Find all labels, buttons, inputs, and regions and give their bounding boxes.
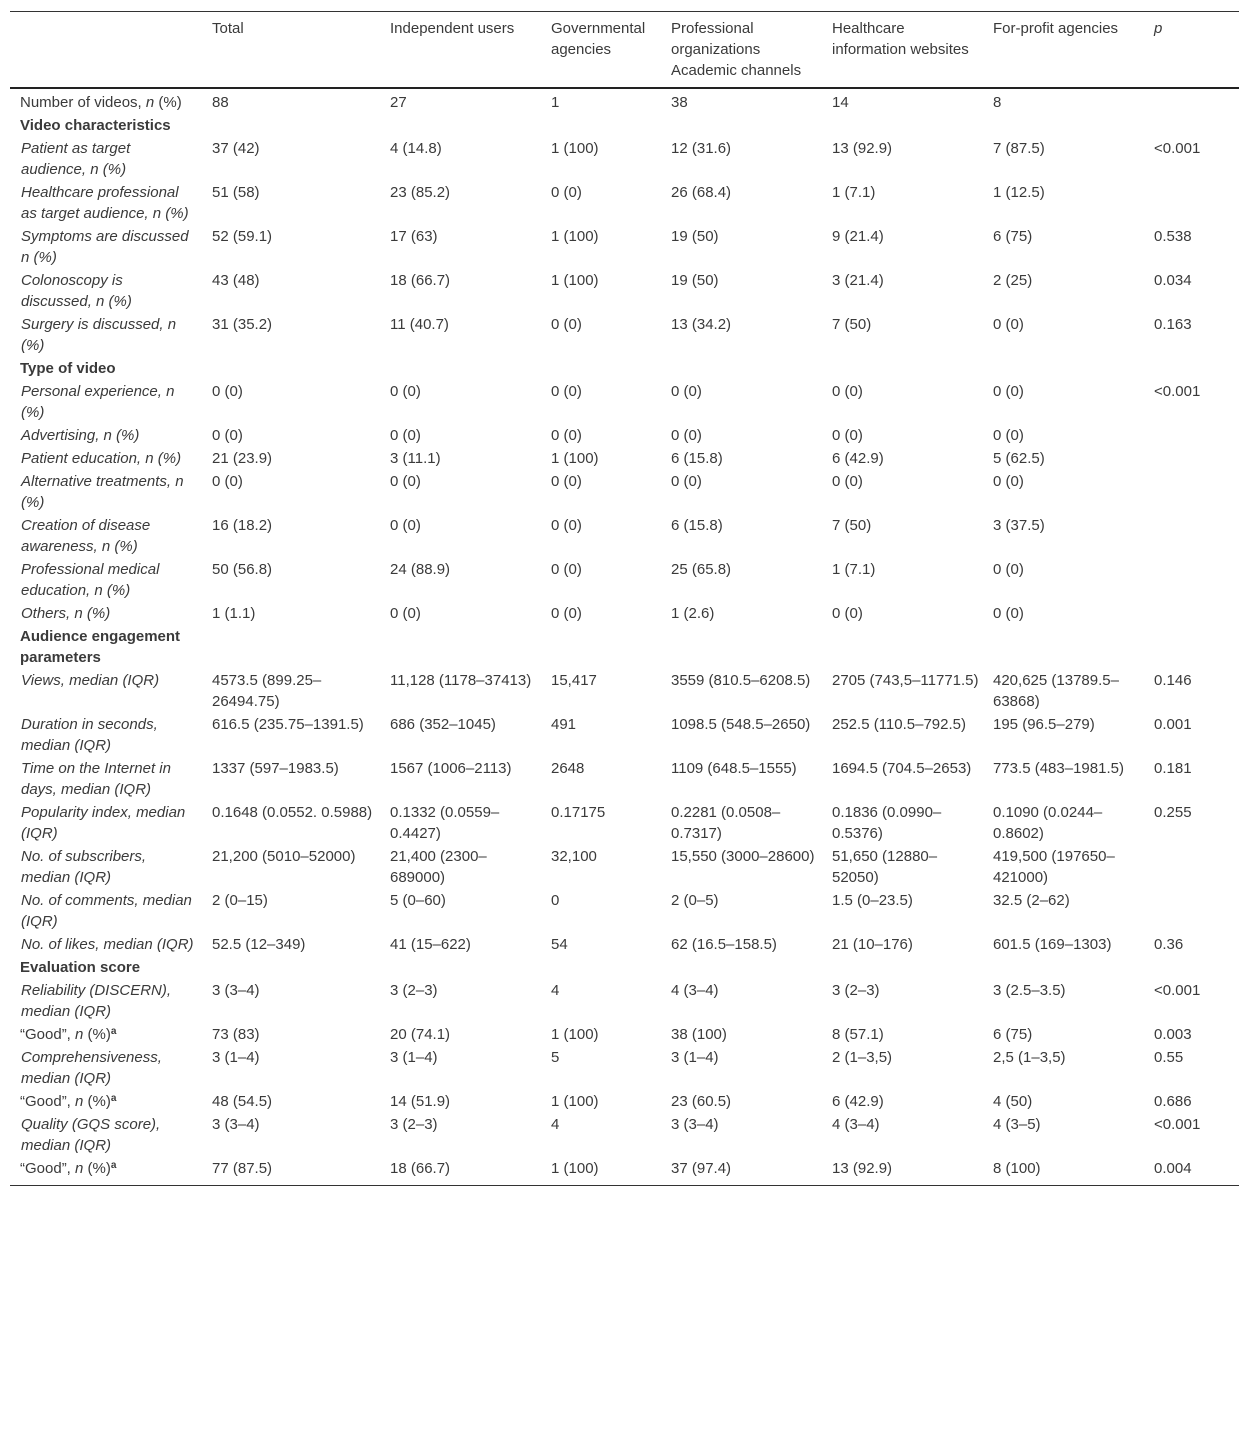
value-cell: 38 (100) (671, 1026, 727, 1043)
value-cell: 17 (63) (390, 228, 438, 245)
value-cell: 50 (56.8) (212, 561, 273, 578)
value-cell: 0.2281 (0.0508–0.7317) (671, 804, 781, 842)
value-cell: 1 (1.1) (212, 605, 256, 622)
p-value-cell (1144, 181, 1239, 225)
value-cell: 13 (34.2) (671, 316, 732, 333)
table-row (10, 447, 1239, 470)
row-label: Symptoms are discussed n (%) (21, 228, 189, 266)
value-cell: 1 (100) (551, 228, 599, 245)
value-cell: 21 (10–176) (832, 936, 913, 953)
value-cell: 0.17175 (551, 804, 606, 821)
value-cell: 19 (50) (671, 272, 719, 289)
value-cell: 14 (832, 94, 849, 111)
value-cell: 4573.5 (899.25–26494.75) (212, 672, 322, 710)
table-row (10, 713, 1239, 757)
value-cell: 7 (87.5) (993, 140, 1045, 157)
row-label-italic: n (145, 94, 155, 111)
table-row (10, 757, 1239, 801)
table-row (10, 801, 1239, 845)
value-cell: 3 (2–3) (390, 1116, 438, 1133)
value-cell: 0 (0) (551, 561, 582, 578)
value-cell: 27 (390, 94, 407, 111)
footnote-marker: a (110, 1160, 117, 1171)
value-cell: 21,400 (2300–689000) (390, 848, 487, 886)
empty-cell (541, 625, 661, 669)
empty-cell (661, 625, 822, 669)
table-body (10, 88, 1239, 1186)
value-cell: 4 (50) (993, 1093, 1033, 1110)
value-cell: 252.5 (110.5–792.5) (832, 716, 966, 733)
value-cell: 0 (0) (671, 383, 702, 400)
value-cell: 54 (551, 936, 568, 953)
value-cell: 1098.5 (548.5–2650) (671, 716, 811, 733)
value-cell: 5 (0–60) (390, 892, 446, 909)
table-row (10, 602, 1239, 625)
p-value-cell: 0.034 (1154, 272, 1192, 289)
row-label: No. of subscribers, median (IQR) (21, 848, 147, 886)
empty-cell (380, 114, 541, 137)
row-label: Advertising, n (%) (21, 427, 140, 444)
value-cell: 37 (42) (212, 140, 260, 157)
value-cell: 31 (35.2) (212, 316, 273, 333)
value-cell: 38 (671, 94, 688, 111)
value-cell: 15,417 (551, 672, 597, 689)
row-label-text: “Good”, (20, 1026, 76, 1043)
table-header (10, 12, 1239, 89)
table-row (10, 181, 1239, 225)
empty-cell (983, 114, 1144, 137)
value-cell: 773.5 (483–1981.5) (993, 760, 1124, 777)
p-value-cell (1144, 889, 1239, 933)
empty-cell (541, 114, 661, 137)
header-cell-blank (10, 12, 202, 89)
results-table (10, 11, 1239, 1186)
p-value-cell: 0.36 (1154, 936, 1184, 953)
value-cell: 13 (92.9) (832, 1160, 893, 1177)
value-cell: 6 (15.8) (671, 517, 723, 534)
results-table-container (10, 11, 1239, 1186)
row-label (10, 88, 202, 114)
value-cell: 1 (551, 94, 560, 111)
value-cell: 43 (48) (212, 272, 260, 289)
value-cell: 4 (3–4) (671, 982, 719, 999)
table-row (10, 313, 1239, 357)
row-label: Views, median (IQR) (21, 672, 160, 689)
value-cell: 419,500 (197650–421000) (993, 848, 1115, 886)
value-cell: 2,5 (1–3,5) (993, 1049, 1066, 1066)
empty-cell (822, 956, 983, 979)
row-label-italic: n (75, 1160, 84, 1177)
value-cell: 2 (25) (993, 272, 1033, 289)
row-label: Reliability (DISCERN), median (IQR) (21, 982, 172, 1020)
header-professional-organizations-text: Professional organizations Academic channels (671, 20, 802, 79)
table-row (10, 889, 1239, 933)
value-cell: 21 (23.9) (212, 450, 273, 467)
value-cell: 1.5 (0–23.5) (832, 892, 913, 909)
empty-cell (661, 956, 822, 979)
value-cell: 0 (0) (832, 473, 863, 490)
p-value-cell (1144, 447, 1239, 470)
empty-cell (661, 357, 822, 380)
value-cell: 0 (0) (212, 383, 243, 400)
value-cell: 0 (551, 892, 560, 909)
value-cell: 0.1836 (0.0990–0.5376) (832, 804, 942, 842)
table-row (10, 1090, 1239, 1113)
value-cell: 5 (62.5) (993, 450, 1045, 467)
value-cell: 11,128 (1178–37413) (390, 672, 532, 689)
value-cell: 601.5 (169–1303) (993, 936, 1112, 953)
value-cell: 26 (68.4) (671, 184, 732, 201)
row-label (10, 1090, 202, 1113)
value-cell: 51,650 (12880–52050) (832, 848, 938, 886)
section-heading: Audience engagement parameters (20, 628, 181, 666)
value-cell: 0.1090 (0.0244–0.8602) (993, 804, 1103, 842)
p-value-cell: 0.004 (1154, 1160, 1192, 1177)
value-cell: 3 (3–4) (671, 1116, 719, 1133)
table-row (10, 88, 1239, 114)
empty-cell (1144, 357, 1239, 380)
value-cell: 1 (100) (551, 450, 599, 467)
value-cell: 3 (1–4) (671, 1049, 719, 1066)
value-cell: 77 (87.5) (212, 1160, 273, 1177)
header-independent-users: Independent users (390, 20, 515, 37)
value-cell: 51 (58) (212, 184, 260, 201)
value-cell: 9 (21.4) (832, 228, 884, 245)
empty-cell (202, 956, 380, 979)
row-label-suffix: (%) (83, 1093, 111, 1110)
row-label-suffix: (%) (154, 94, 182, 111)
value-cell: 25 (65.8) (671, 561, 732, 578)
value-cell: 41 (15–622) (390, 936, 471, 953)
section-heading: Evaluation score (20, 959, 141, 976)
value-cell: 0 (0) (832, 427, 863, 444)
value-cell: 1 (100) (551, 272, 599, 289)
value-cell: 32,100 (551, 848, 597, 865)
header-professional-organizations (661, 12, 822, 89)
value-cell: 7 (50) (832, 517, 872, 534)
value-cell: 8 (100) (993, 1160, 1041, 1177)
value-cell: 2 (0–5) (671, 892, 719, 909)
value-cell: 4 (3–4) (832, 1116, 880, 1133)
value-cell: 3 (2–3) (832, 982, 880, 999)
row-label (10, 1157, 202, 1186)
value-cell: 0 (0) (212, 427, 243, 444)
value-cell: 1 (100) (551, 1093, 599, 1110)
row-label: Personal experience, n (%) (21, 383, 175, 421)
section-row (10, 956, 1239, 979)
row-label: Colonoscopy is discussed, n (%) (21, 272, 132, 310)
table-row (10, 225, 1239, 269)
value-cell: 62 (16.5–158.5) (671, 936, 777, 953)
value-cell: 19 (50) (671, 228, 719, 245)
value-cell: 420,625 (13789.5–63868) (993, 672, 1119, 710)
header-healthcare-websites: Healthcare information websites (832, 20, 969, 58)
table-row (10, 1157, 1239, 1186)
value-cell: 3 (11.1) (390, 450, 441, 467)
header-total: Total (212, 20, 244, 37)
value-cell: 0 (0) (551, 383, 582, 400)
value-cell: 8 (57.1) (832, 1026, 884, 1043)
empty-cell (661, 114, 822, 137)
value-cell: 2 (0–15) (212, 892, 268, 909)
row-label: No. of comments, median (IQR) (21, 892, 192, 930)
header-governmental-agencies: Governmental agencies (551, 20, 646, 58)
value-cell: 2 (1–3,5) (832, 1049, 893, 1066)
value-cell: 3 (37.5) (993, 517, 1045, 534)
value-cell: 0 (0) (551, 316, 582, 333)
value-cell: 1109 (648.5–1555) (671, 760, 797, 777)
value-cell: 1 (2.6) (671, 605, 715, 622)
value-cell: 3 (21.4) (832, 272, 884, 289)
value-cell: 21,200 (5010–52000) (212, 848, 356, 865)
value-cell: 3 (2–3) (390, 982, 438, 999)
value-cell: 0 (0) (993, 605, 1024, 622)
value-cell: 0 (0) (390, 383, 421, 400)
p-value-cell: 0.686 (1154, 1093, 1192, 1110)
value-cell: 7 (50) (832, 316, 872, 333)
empty-cell (1144, 114, 1239, 137)
value-cell: 16 (18.2) (212, 517, 273, 534)
value-cell: 13 (92.9) (832, 140, 893, 157)
p-value-cell (1144, 845, 1239, 889)
value-cell: 0 (0) (390, 605, 421, 622)
p-value-cell: 0.538 (1154, 228, 1192, 245)
empty-cell (541, 956, 661, 979)
table-row (10, 1023, 1239, 1046)
value-cell: 3 (1–4) (390, 1049, 438, 1066)
value-cell: 4 (551, 1116, 560, 1133)
p-value-cell: 0.003 (1154, 1026, 1192, 1043)
empty-cell (983, 625, 1144, 669)
value-cell: 1 (12.5) (993, 184, 1045, 201)
section-row (10, 114, 1239, 137)
p-value-cell: 0.55 (1154, 1049, 1184, 1066)
row-label-italic: n (75, 1026, 84, 1043)
row-label: Surgery is discussed, n (%) (21, 316, 177, 354)
value-cell: 0.1332 (0.0559–0.4427) (390, 804, 500, 842)
value-cell: 4 (551, 982, 560, 999)
table-row (10, 558, 1239, 602)
value-cell: 37 (97.4) (671, 1160, 732, 1177)
value-cell: 5 (551, 1049, 560, 1066)
row-label-italic: n (75, 1093, 84, 1110)
value-cell: 23 (85.2) (390, 184, 451, 201)
value-cell: 73 (83) (212, 1026, 260, 1043)
value-cell: 0 (0) (551, 427, 582, 444)
value-cell: 4 (3–5) (993, 1116, 1041, 1133)
row-label: Patient as target audience, n (%) (21, 140, 131, 178)
value-cell: 0 (0) (993, 316, 1024, 333)
table-row (10, 470, 1239, 514)
value-cell: 6 (75) (993, 228, 1033, 245)
value-cell: 48 (54.5) (212, 1093, 273, 1110)
value-cell: 0 (0) (551, 517, 582, 534)
table-row (10, 1113, 1239, 1157)
section-row (10, 357, 1239, 380)
value-cell: 24 (88.9) (390, 561, 451, 578)
value-cell: 18 (66.7) (390, 272, 451, 289)
p-value-cell (1144, 514, 1239, 558)
value-cell: 0 (0) (390, 473, 421, 490)
row-label-text: Number of videos, (20, 94, 146, 111)
value-cell: 20 (74.1) (390, 1026, 451, 1043)
row-label-suffix: (%) (83, 1160, 111, 1177)
p-value-cell: <0.001 (1154, 1116, 1201, 1133)
row-label: Time on the Internet in days, median (IQR) (21, 760, 171, 798)
row-label: Others, n (%) (21, 605, 111, 622)
p-value-cell: <0.001 (1154, 383, 1201, 400)
table-row (10, 424, 1239, 447)
section-heading: Type of video (20, 360, 116, 377)
value-cell: 6 (15.8) (671, 450, 723, 467)
value-cell: 0 (0) (671, 427, 702, 444)
empty-cell (1144, 956, 1239, 979)
p-value-cell: 0.181 (1154, 760, 1192, 777)
empty-cell (202, 114, 380, 137)
empty-cell (202, 625, 380, 669)
row-label: Professional medical education, n (%) (21, 561, 160, 599)
value-cell: 14 (51.9) (390, 1093, 451, 1110)
table-row (10, 269, 1239, 313)
value-cell: 8 (993, 94, 1002, 111)
footnote-marker: a (110, 1093, 117, 1104)
row-label: Comprehensiveness, median (IQR) (21, 1049, 162, 1087)
row-label: Patient education, n (%) (21, 450, 182, 467)
empty-cell (822, 357, 983, 380)
value-cell: 6 (42.9) (832, 450, 884, 467)
p-value-cell (1144, 424, 1239, 447)
p-value-cell (1144, 558, 1239, 602)
footnote-marker: a (110, 1026, 117, 1037)
row-label: Healthcare professional as target audience, n (%) (21, 184, 189, 222)
value-cell: 88 (212, 94, 229, 111)
value-cell: 6 (75) (993, 1026, 1033, 1043)
value-cell: 1567 (1006–2113) (390, 760, 512, 777)
value-cell: 0 (0) (993, 383, 1024, 400)
p-value-cell (1144, 88, 1239, 114)
value-cell: 0 (0) (390, 427, 421, 444)
value-cell: 0 (0) (551, 473, 582, 490)
empty-cell (822, 625, 983, 669)
value-cell: 0 (0) (551, 605, 582, 622)
value-cell: 15,550 (3000–28600) (671, 848, 815, 865)
value-cell: 3 (1–4) (212, 1049, 260, 1066)
row-label: Alternative treatments, n (%) (21, 473, 184, 511)
value-cell: 1 (7.1) (832, 561, 876, 578)
empty-cell (380, 956, 541, 979)
value-cell: 18 (66.7) (390, 1160, 451, 1177)
row-label: Duration in seconds, median (IQR) (21, 716, 158, 754)
table-row (10, 1046, 1239, 1090)
value-cell: 1694.5 (704.5–2653) (832, 760, 972, 777)
value-cell: 52.5 (12–349) (212, 936, 306, 953)
value-cell: 616.5 (235.75–1391.5) (212, 716, 364, 733)
value-cell: 12 (31.6) (671, 140, 732, 157)
value-cell: 3 (3–4) (212, 982, 260, 999)
p-value-cell: <0.001 (1154, 982, 1201, 999)
value-cell: 6 (42.9) (832, 1093, 884, 1110)
empty-cell (983, 357, 1144, 380)
value-cell: 52 (59.1) (212, 228, 273, 245)
header-p-value: p (1154, 20, 1163, 37)
value-cell: 23 (60.5) (671, 1093, 732, 1110)
value-cell: 0 (0) (993, 473, 1024, 490)
row-label-text: “Good”, (20, 1160, 76, 1177)
value-cell: 0 (0) (832, 383, 863, 400)
p-value-cell: 0.163 (1154, 316, 1192, 333)
value-cell: 32.5 (2–62) (993, 892, 1070, 909)
empty-cell (380, 357, 541, 380)
p-value-cell (1144, 602, 1239, 625)
table-row (10, 669, 1239, 713)
row-label: No. of likes, median (IQR) (21, 936, 194, 953)
value-cell: 0 (0) (671, 473, 702, 490)
table-row (10, 933, 1239, 956)
value-cell: 0 (0) (212, 473, 243, 490)
value-cell: 1337 (597–1983.5) (212, 760, 339, 777)
value-cell: 2648 (551, 760, 585, 777)
table-row (10, 380, 1239, 424)
value-cell: 0.1648 (0.0552. 0.5988) (212, 804, 373, 821)
row-label-suffix: (%) (83, 1026, 111, 1043)
value-cell: 686 (352–1045) (390, 716, 496, 733)
table-row (10, 514, 1239, 558)
value-cell: 491 (551, 716, 577, 733)
value-cell: 0 (0) (551, 184, 582, 201)
p-value-cell: 0.255 (1154, 804, 1192, 821)
value-cell: 3559 (810.5–6208.5) (671, 672, 811, 689)
value-cell: 3 (3–4) (212, 1116, 260, 1133)
value-cell: 3 (2.5–3.5) (993, 982, 1066, 999)
value-cell: 4 (14.8) (390, 140, 442, 157)
empty-cell (541, 357, 661, 380)
row-label: Quality (GQS score), median (IQR) (21, 1116, 161, 1154)
value-cell: 0 (0) (832, 605, 863, 622)
header-row (10, 12, 1239, 89)
table-row (10, 845, 1239, 889)
empty-cell (983, 956, 1144, 979)
value-cell: 195 (96.5–279) (993, 716, 1095, 733)
value-cell: 1 (100) (551, 1026, 599, 1043)
section-heading: Video characteristics (20, 117, 171, 134)
p-value-cell: <0.001 (1154, 140, 1201, 157)
value-cell: 1 (100) (551, 140, 599, 157)
row-label: Creation of disease awareness, n (%) (21, 517, 151, 555)
table-row (10, 979, 1239, 1023)
value-cell: 0 (0) (993, 561, 1024, 578)
value-cell: 1 (7.1) (832, 184, 876, 201)
p-value-cell: 0.001 (1154, 716, 1192, 733)
empty-cell (202, 357, 380, 380)
empty-cell (1144, 625, 1239, 669)
value-cell: 11 (40.7) (390, 316, 449, 333)
header-for-profit-agencies: For-profit agencies (993, 20, 1119, 37)
value-cell: 0 (0) (390, 517, 421, 534)
row-label-text: “Good”, (20, 1093, 76, 1110)
value-cell: 1 (100) (551, 1160, 599, 1177)
empty-cell (380, 625, 541, 669)
row-label: Popularity index, median (IQR) (21, 804, 186, 842)
p-value-cell: 0.146 (1154, 672, 1192, 689)
empty-cell (822, 114, 983, 137)
section-row (10, 625, 1239, 669)
p-value-cell (1144, 470, 1239, 514)
value-cell: 2705 (743,5–11771.5) (832, 672, 979, 689)
row-label (10, 1023, 202, 1046)
value-cell: 0 (0) (993, 427, 1024, 444)
table-row (10, 137, 1239, 181)
